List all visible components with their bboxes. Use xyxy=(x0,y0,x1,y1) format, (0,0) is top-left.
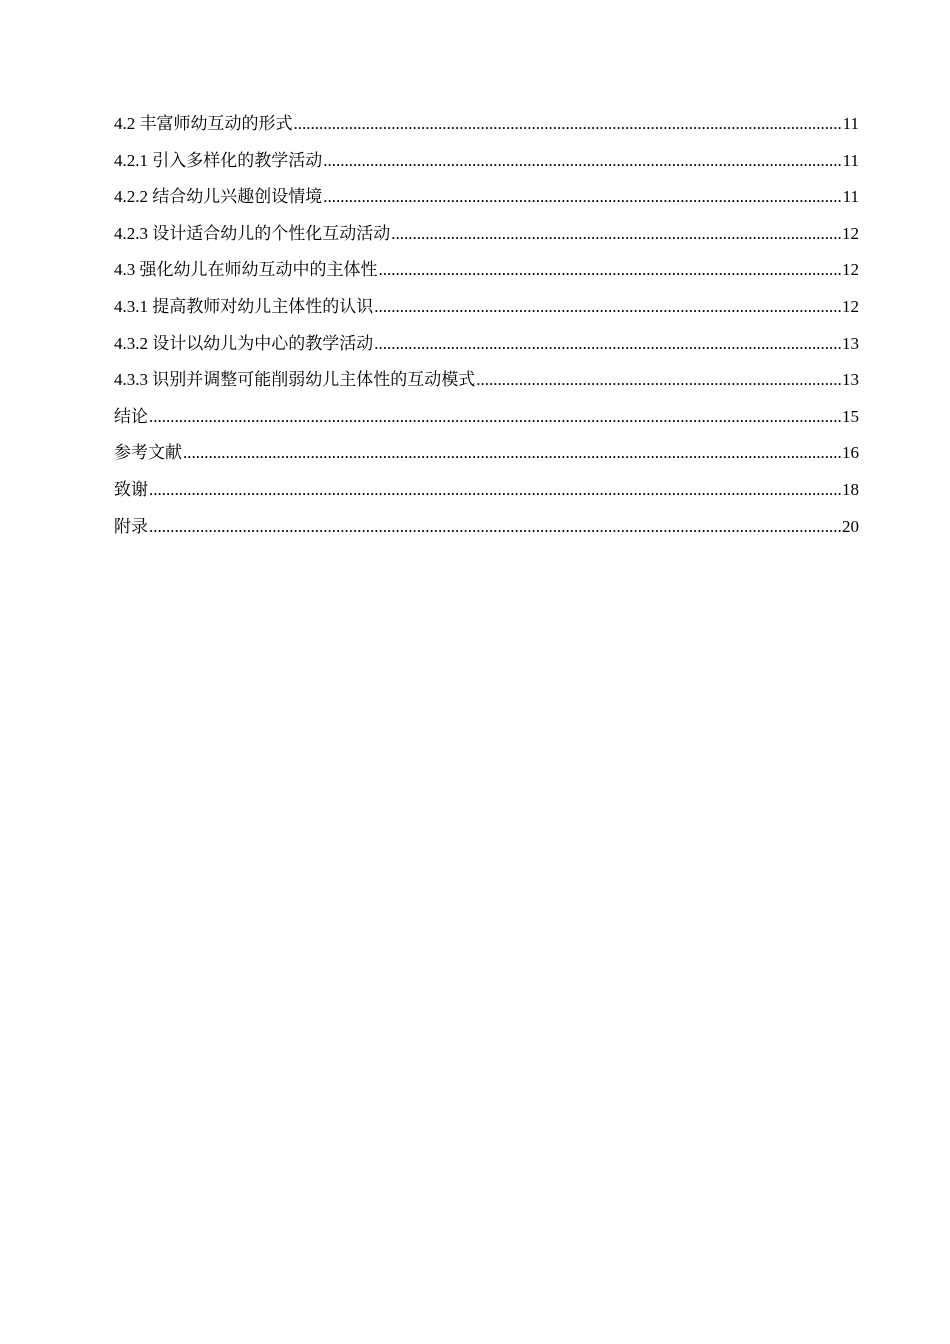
toc-entry-label: 4.2.3 设计适合幼儿的个性化互动活动 xyxy=(114,223,391,243)
toc-entry-page: 11 xyxy=(842,114,859,133)
toc-entry-page: 12 xyxy=(842,296,859,316)
toc-entry[interactable] xyxy=(114,442,859,479)
toc-entry-label: 4.3 强化幼儿在师幼互动中的主体性 xyxy=(114,260,378,280)
toc-entry-label: 4.2.1 引入多样化的教学活动 xyxy=(114,150,323,170)
toc-entry-label: 4.3.3 识别并调整可能削弱幼儿主体性的互动模式 xyxy=(114,370,476,390)
toc-entry-page: 13 xyxy=(842,333,859,353)
toc-leader-dots xyxy=(294,113,842,135)
toc-entry[interactable] xyxy=(114,479,859,516)
toc-leader-dots xyxy=(149,479,841,501)
toc-entry-page: 13 xyxy=(842,370,859,390)
toc-entry[interactable] xyxy=(114,186,859,223)
toc-leader-dots xyxy=(391,223,841,245)
toc-entry[interactable] xyxy=(114,223,859,260)
toc-leader-dots xyxy=(323,150,841,172)
toc-entry[interactable] xyxy=(114,516,859,553)
toc-entry-page: 18 xyxy=(842,479,859,499)
toc-entry-label: 4.3.2 设计以幼儿为中心的教学活动 xyxy=(114,333,374,353)
toc-leader-dots xyxy=(149,406,841,428)
toc-leader-dots xyxy=(374,333,841,355)
toc-entry-page: 15 xyxy=(842,406,859,426)
toc-entry-page: 12 xyxy=(842,223,859,243)
toc-entry-page: 16 xyxy=(842,443,859,463)
toc-leader-dots xyxy=(183,442,841,464)
toc-entry-label: 4.2.2 结合幼儿兴趣创设情境 xyxy=(114,187,323,207)
toc-entry-page: 20 xyxy=(842,516,859,536)
toc-entry-label: 4.2 丰富师幼互动的形式 xyxy=(114,114,293,133)
toc-entry-label: 附录 xyxy=(114,516,148,536)
toc-leader-dots xyxy=(374,296,841,318)
toc-entry-label: 致谢 xyxy=(114,479,148,499)
toc-entry-page: 12 xyxy=(842,260,859,280)
toc-entry[interactable] xyxy=(114,369,859,406)
toc-entry-label: 4.3.1 提高教师对幼儿主体性的认识 xyxy=(114,296,374,316)
toc-entry[interactable] xyxy=(114,150,859,187)
table-of-contents xyxy=(114,113,859,552)
toc-entry[interactable] xyxy=(114,259,859,296)
toc-entry-page: 11 xyxy=(842,150,859,170)
toc-entry[interactable] xyxy=(114,296,859,333)
toc-entry[interactable] xyxy=(114,406,859,443)
toc-entry-label: 结论 xyxy=(114,406,148,426)
toc-leader-dots xyxy=(476,369,841,391)
toc-leader-dots xyxy=(323,186,841,208)
toc-entry-label: 参考文献 xyxy=(114,443,182,463)
toc-entry-page: 11 xyxy=(842,187,859,207)
toc-entry[interactable] xyxy=(114,333,859,370)
toc-entry[interactable] xyxy=(114,113,859,150)
toc-leader-dots xyxy=(149,516,841,538)
toc-leader-dots xyxy=(379,259,842,281)
